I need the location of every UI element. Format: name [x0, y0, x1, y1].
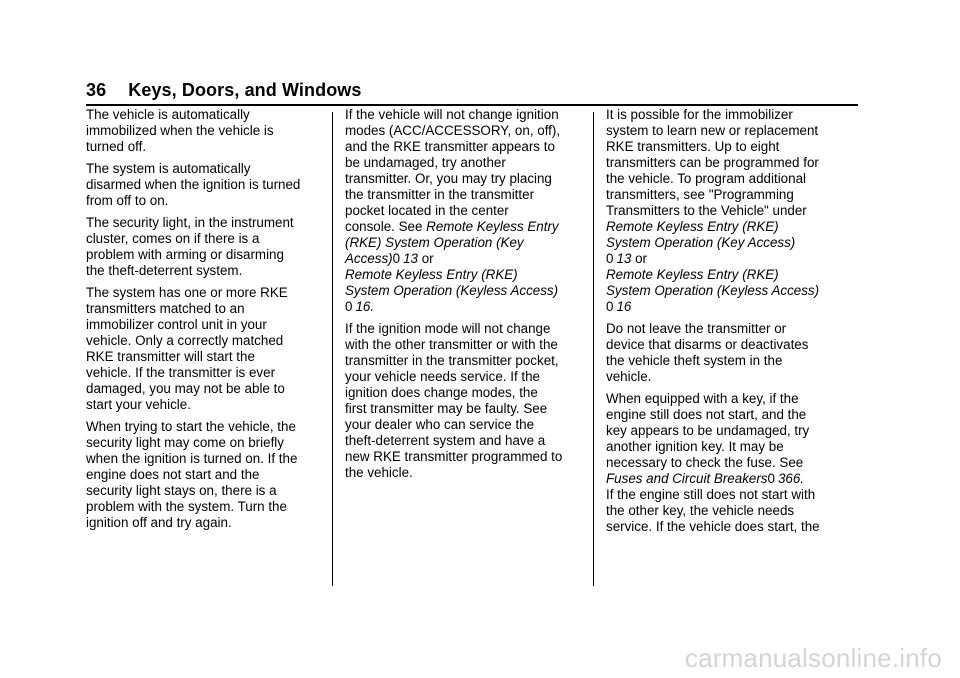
cross-reference-link[interactable]: Fuses and Circuit Breakers: [606, 471, 768, 486]
page-reference-number[interactable]: 366.: [777, 471, 805, 486]
page-reference-icon: 0: [606, 251, 614, 266]
cross-reference-link[interactable]: Remote Keyless Entry (RKE) System Operation (Keyless Access): [345, 267, 559, 298]
header-rule: [86, 104, 858, 106]
page-reference-number[interactable]: 16: [616, 299, 632, 314]
section-title: Keys, Doors, and Windows: [128, 80, 362, 100]
cross-reference-link[interactable]: Remote Keyless Entry (RKE) System Operation (Key Access): [345, 219, 559, 266]
paragraph: [606, 391, 842, 535]
paragraph: The system has one or more RKE transmitters matched to an immobilizer control unit in your vehicle. Only a correctly matched RKE transmitter will start the vehicle. If the transmitter is ever damaged, you may not be able to start your vehicle.: [86, 285, 288, 412]
page-reference-number[interactable]: 16.: [355, 299, 375, 314]
paragraph: [606, 107, 842, 315]
text-column-1: [86, 107, 322, 537]
page-reference-icon: 0: [606, 299, 614, 314]
paragraph-text: It is possible for the immobilizer system to learn new or replacement RKE transmitters. Up to eight transmitters can be programmed for the vehicle. To program additional transmitters, see "Programming Transmitters to the Vehicle" under: [606, 107, 819, 218]
paragraph: Do not leave the transmitter or device that disarms or deactivates the vehicle theft system in the vehicle.: [606, 321, 809, 384]
paragraph: When trying to start the vehicle, the security light may come on briefly when the ignition is turned on. If the engine does not start and the security light stays on, there is a problem with the system. Turn the ignition off and try again.: [86, 419, 298, 530]
page-reference-number[interactable]: 13: [403, 251, 418, 266]
page-header: [86, 80, 362, 101]
page-number: 36: [86, 80, 107, 100]
cross-reference-link[interactable]: Remote Keyless Entry (RKE) System Operation (Key Access): [606, 219, 796, 250]
paragraph-text: When equipped with a key, if the engine still does not start, and the key appears to be undamaged, try another ignition key. It may be necessary to check the fuse. See: [606, 391, 810, 470]
paragraph: If the ignition mode will not change with the other transmitter or with the transmitter in the transmitter pocket, your vehicle needs service. If the ignition does change modes, the first transmitter may be faulty. See your dealer who can service the theft-deterrent system and have a new RKE transmitter programmed to the vehicle.: [345, 321, 563, 480]
page-reference-icon: 0: [392, 251, 401, 266]
text-column-3: [606, 107, 842, 541]
paragraph-text: or: [635, 251, 647, 266]
paragraph-text: or: [421, 251, 434, 266]
cross-reference-link[interactable]: Remote Keyless Entry (RKE) System Operation (Keyless Access): [606, 267, 820, 298]
page-reference-icon: 0: [767, 471, 775, 486]
paragraph-text: If the vehicle will not change ignition modes (ACC/ACCESSORY, on, off), and the RKE transmitter appears to be undamaged, try another transmitter. Or, you may try placing the transmitter in the transmitter pocket located in the center console. See: [345, 107, 561, 234]
page-reference-icon: 0: [345, 299, 353, 314]
paragraph: The system is automatically disarmed when the ignition is turned from off to on.: [86, 161, 301, 208]
watermark: carmanualsonline.info: [684, 643, 942, 673]
column-divider: [593, 112, 594, 586]
text-column-2: [345, 107, 581, 487]
paragraph-text: If the engine still does not start with the other key, the vehicle needs service. If the vehicle does start, the: [606, 487, 820, 534]
column-divider: [332, 112, 333, 586]
paragraph: The security light, in the instrument cluster, comes on if there is a problem with arming or disarming the theft-deterrent system.: [86, 215, 294, 278]
paragraph: [345, 107, 581, 315]
page-reference-number[interactable]: 13: [616, 251, 632, 266]
paragraph: The vehicle is automatically immobilized when the vehicle is turned off.: [86, 107, 274, 154]
